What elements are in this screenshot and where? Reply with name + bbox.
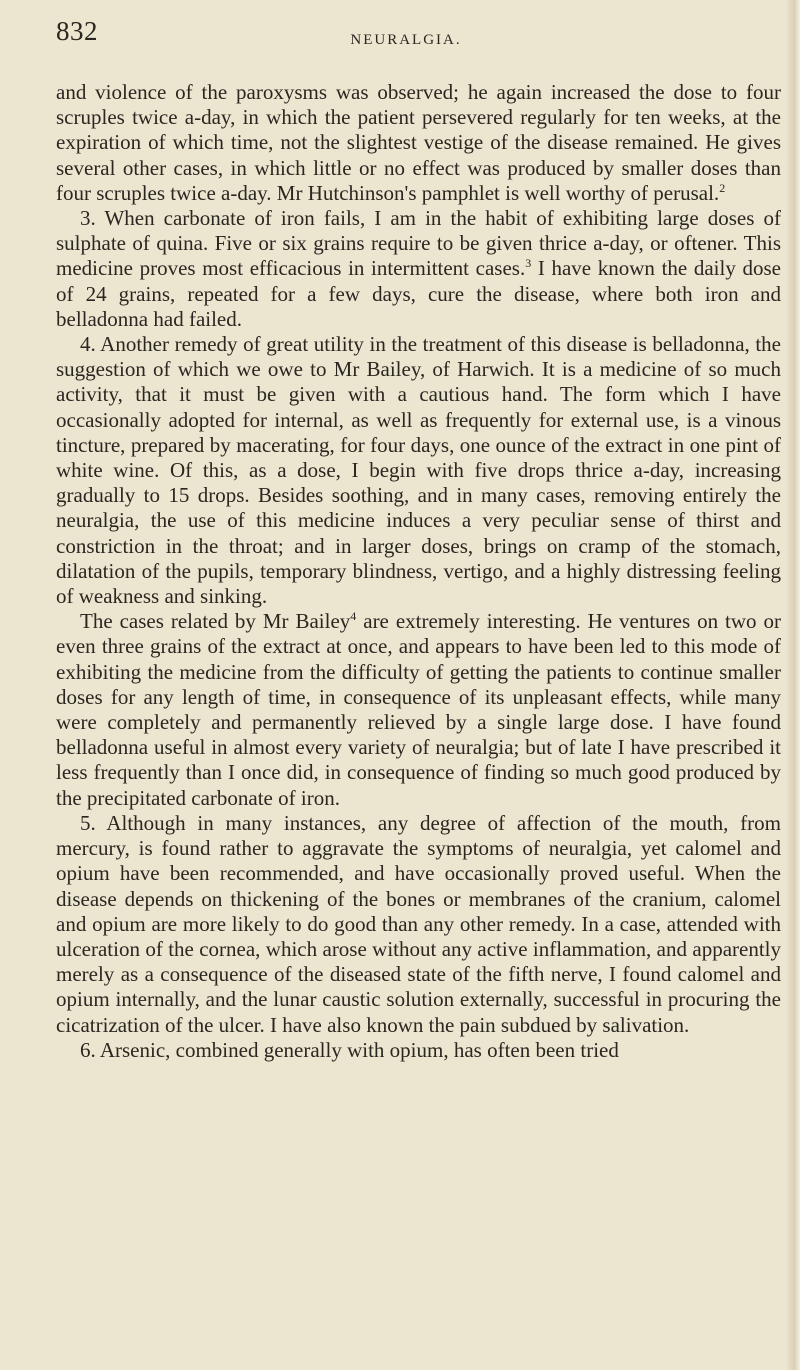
- body-text: [56, 80, 781, 1063]
- paragraph-6-arsenic: 6. Arsenic, combined generally with opium, has often been tried: [80, 1037, 619, 1062]
- page-number: 832: [56, 16, 98, 46]
- paragraph-continued: and violence of the paroxysms was observed; he again increased the dose to four scruples twice a-day, in which the patient persevered regularly for ten weeks, at the expiration of which time, not the slightest vestige of the disease remained. He gives several other cases, in which little or no effect was produced by smaller doses than four scruples twice a-day. Mr Hutchinson's pamphlet is well worthy of perusal.$^2$: [56, 80, 781, 205]
- paragraph-5-calomel: 5. Although in many instances, any degree of affection of the mouth, from mercury, is found rather to aggravate the symptoms of neuralgia, yet calomel and opium have been recommended, and have occasionally proved useful. When the disease depends on thickening of the bones or membranes of the cranium, calomel and opium are more likely to do good than any other remedy. In a case, attended with ulceration of the cornea, which arose without any active inflammation, and apparently merely as a consequence of the diseased state of the fifth nerve, I found calomel and opium internally, and the lunar caustic solution externally, successful in procuring the cicatrization of the ulcer. I have also known the pain subdued by salivation.: [56, 810, 781, 1037]
- paragraph-4-belladonna: 4. Another remedy of great utility in the treatment of this disease is belladonna, the suggestion of which we owe to Mr Bailey, of Harwich. It is a medicine of so much activity, that it must be given with a cautious hand. The form which I have occasionally adopted for internal, as well as frequently for external use, is a vinous tincture, prepared by macerating, for four days, one ounce of the extract in one pint of white wine. Of this, as a dose, I begin with five drops thrice a-day, increasing gradually to 15 drops. Besides soothing, and in many cases, removing entirely the neuralgia, the use of this medicine induces a very peculiar sense of thirst and constriction in the throat; and in larger doses, brings on cramp of the stomach, dilatation of the pupils, temporary blindness, vertigo, and a highly distressing feeling of weakness and sinking.: [56, 332, 781, 609]
- page-header: [56, 14, 756, 54]
- footnote-ref: 4: [350, 609, 357, 624]
- paragraph-bailey-cases: The cases related by Mr Bailey$^4$ are extremely interesting. He ventures on two or even three grains of the extract at once, and appears to have been led to this mode of exhibiting the medicine from the difficulty of getting the patients to continue smaller doses for any length of time, in consequence of its unpleasant effects, while many were completely and permanently relieved by a single large dose. I have found belladonna useful in almost every variety of neuralgia; but of late I have prescribed it less frequently than I once did, in consequence of finding so much good produced by the precipitated carbonate of iron.: [56, 609, 781, 810]
- running-head: NEURALGIA.: [350, 32, 462, 48]
- paragraph-3-quina: 3. When carbonate of iron fails, I am in the habit of exhibiting large doses of sulphate of quina. Five or six grains require to be given thrice a-day, or oftener. This medicine proves most efficacious in intermittent cases.$^3$ I have known the daily dose of 24 grains, repeated for a few days, cure the disease, where both iron and belladonna had failed.: [56, 206, 781, 331]
- page-edge-shadow: [786, 0, 800, 1370]
- footnote-ref: 3: [525, 256, 532, 271]
- footnote-ref: 2: [719, 180, 726, 195]
